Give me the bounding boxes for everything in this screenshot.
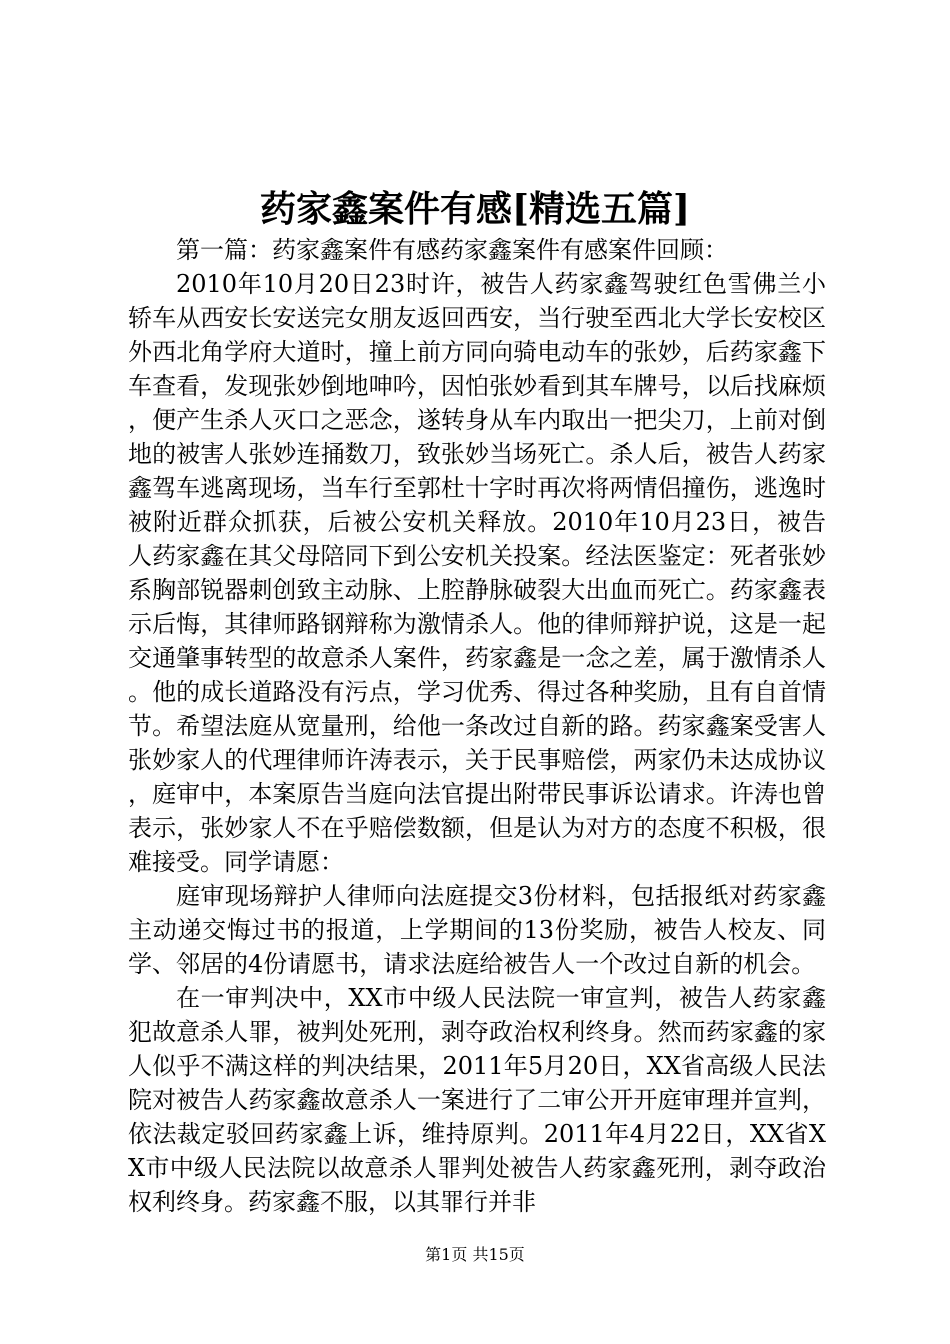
paragraph-2: 2010年10月20日23时许，被告人药家鑫驾驶红色雪佛兰小轿车从西安长安送完女朋友返回西安，当行驶至西北大学长安校区外西北角学府大道时，撞上前方同向骑电动车的张妙，后药家鑫下车查看，发现张妙倒地呻吟，因怕张妙看到其车牌号，以后找麻烦，便产生杀人灭口之恶念，遂转身从车内取出一把尖刀，上前对倒地的被害人张妙连捅数刀，致张妙当场死亡。杀人后，被告人药家鑫驾车逃离现场，当车行至郭杜十字时再次将两情侣撞伤，逃逸时被附近群众抓获，后被公安机关释放。2010年10月23日，被告人药家鑫在其父母陪同下到公安机关投案。经法医鉴定：死者张妙系胸部锐器刺创致主动脉、上腔静脉破裂大出血而死亡。药家鑫表示后悔，其律师路钢辩称为激情杀人。他的律师辩护说，这是一起交通肇事转型的故意杀人案件，药家鑫是一念之差，属于激情杀人。他的成长道路没有污点，学习优秀、得过各种奖励，且有自首情节。希望法庭从宽量刑，给他一条改过自新的路。药家鑫案受害人张妙家人的代理律师许涛表示，关于民事赔偿，两家仍未达成协议，庭审中，本案原告当庭向法官提出附带民事诉讼请求。许涛也曾表示，张妙家人不在乎赔偿数额，但是认为对方的态度不积极，很难接受。同学请愿： <box>128 270 826 876</box>
paragraph-3: 庭审现场辩护人律师向法庭提交3份材料，包括报纸对药家鑫主动递交悔过书的报道，上学期间的13份奖励，被告人校友、同学、邻居的4份请愿书，请求法庭给被告人一个改过自新的机会。 <box>128 882 826 978</box>
paragraph-1: 第一篇：药家鑫案件有感药家鑫案件有感案件回顾： <box>176 236 728 264</box>
document-body <box>128 233 826 1219</box>
page-number-footer: 第1页 共15页 <box>425 1245 525 1264</box>
paragraph-4: 在一审判决中，XX市中级人民法院一审宣判，被告人药家鑫犯故意杀人罪，被判处死刑，剥夺政治权利终身。然而药家鑫的家人似乎不满这样的判决结果，2011年5月20日，XX省高级人民法院对被告人药家鑫故意杀人一案进行了二审公开开庭审理并宣判，依法裁定驳回药家鑫上诉，维持原判。2011年4月22日，XX省XX市中级人民法院以故意杀人罪判处被告人药家鑫死刑，剥夺政治权利终身。药家鑫不服，以其罪行并非 <box>128 984 826 1216</box>
document-title: 药家鑫案件有感[精选五篇] <box>259 188 691 230</box>
